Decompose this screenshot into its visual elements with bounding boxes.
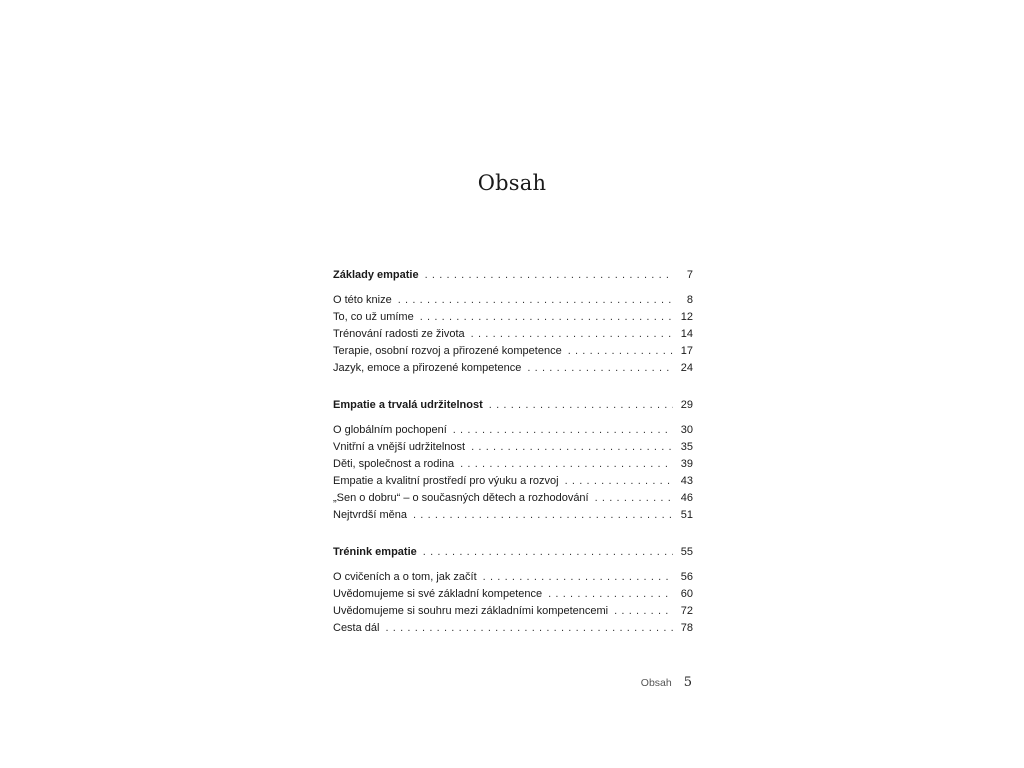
toc-entry-page: 72 — [680, 605, 693, 617]
dot-leader — [420, 309, 673, 326]
page-title: Obsah — [477, 171, 547, 195]
toc-entry-page: 46 — [680, 492, 693, 504]
toc-section-heading[interactable] — [333, 544, 693, 561]
toc-entry[interactable] — [333, 343, 693, 360]
toc-entry-page: 7 — [686, 269, 693, 281]
toc-entry-page: 14 — [680, 328, 693, 340]
toc-entry-title: O cvičeních a o tom, jak začít — [333, 571, 477, 583]
toc-entry-title: Děti, společnost a rodina — [333, 458, 455, 470]
footer-running-title: Obsah — [640, 677, 672, 689]
toc-entry[interactable] — [333, 620, 693, 637]
toc-entry-title: „Sen o dobru“ – o současných dětech a rozhodování — [333, 492, 589, 504]
dot-leader — [471, 439, 673, 456]
toc-entry-title: To, co už umíme — [333, 311, 414, 323]
toc-section — [333, 544, 693, 637]
toc-entry[interactable] — [333, 569, 693, 586]
dot-leader — [471, 326, 673, 343]
toc-entry[interactable] — [333, 309, 693, 326]
toc-entry-page: 24 — [680, 362, 693, 374]
dot-leader — [425, 267, 673, 284]
toc-entry-title: O globálním pochopení — [333, 424, 447, 436]
toc-entry-page: 30 — [680, 424, 693, 436]
toc-entry[interactable] — [333, 292, 693, 309]
dot-leader — [489, 397, 673, 414]
toc-entry-title: Uvědomujeme si souhru mezi základními kompetencemi — [333, 605, 609, 617]
toc-entry-title: Trénování radosti ze života — [333, 328, 465, 340]
page-footer — [641, 675, 692, 690]
toc-section — [333, 397, 693, 524]
dot-leader — [568, 343, 673, 360]
toc-entry-title: Nejtvrdší měna — [333, 509, 407, 521]
table-of-contents — [333, 267, 693, 637]
dot-leader — [483, 569, 673, 586]
toc-entry[interactable] — [333, 473, 693, 490]
toc-entry-page: 60 — [680, 588, 693, 600]
dot-leader — [614, 603, 673, 620]
toc-entry[interactable] — [333, 439, 693, 456]
toc-entry[interactable] — [333, 422, 693, 439]
toc-entry-title: O této knize — [333, 294, 392, 306]
toc-entry[interactable] — [333, 326, 693, 343]
dot-leader — [527, 360, 673, 377]
footer-page-number: 5 — [683, 675, 692, 690]
dot-leader — [385, 620, 673, 637]
dot-leader — [453, 422, 673, 439]
toc-entry-page: 12 — [680, 311, 693, 323]
toc-entry-title: Vnitřní a vnější udržitelnost — [333, 441, 466, 453]
toc-entry-page: 78 — [680, 622, 693, 634]
dot-leader — [460, 456, 673, 473]
toc-entry-title: Empatie a trvalá udržitelnost — [333, 399, 483, 411]
toc-entry[interactable] — [333, 603, 693, 620]
toc-entry-page: 29 — [680, 399, 693, 411]
dot-leader — [398, 292, 673, 309]
toc-entry-page: 43 — [680, 475, 693, 487]
toc-entry-page: 55 — [680, 546, 693, 558]
toc-section-heading[interactable] — [333, 267, 693, 284]
toc-section — [333, 267, 693, 377]
toc-entry-title: Trénink empatie — [333, 546, 417, 558]
toc-entry-title: Jazyk, emoce a přirozené kompetence — [333, 362, 522, 374]
dot-leader — [548, 586, 673, 603]
toc-entry-page: 8 — [686, 294, 693, 306]
toc-entry-title: Uvědomujeme si své základní kompetence — [333, 588, 543, 600]
toc-entry[interactable] — [333, 586, 693, 603]
toc-entry[interactable] — [333, 456, 693, 473]
toc-entry-title: Empatie a kvalitní prostředí pro výuku a rozvoj — [333, 475, 559, 487]
toc-section-heading[interactable] — [333, 397, 693, 414]
toc-entry-title: Cesta dál — [333, 622, 380, 634]
toc-entry-page: 35 — [680, 441, 693, 453]
toc-entry-title: Základy empatie — [333, 269, 419, 281]
toc-entry[interactable] — [333, 360, 693, 377]
toc-entry[interactable] — [333, 507, 693, 524]
dot-leader — [413, 507, 673, 524]
toc-entry-page: 39 — [680, 458, 693, 470]
toc-entry-page: 56 — [680, 571, 693, 583]
toc-entry-page: 51 — [680, 509, 693, 521]
toc-entry-page: 17 — [680, 345, 693, 357]
dot-leader — [595, 490, 673, 507]
dot-leader — [565, 473, 673, 490]
dot-leader — [423, 544, 673, 561]
toc-entry-title: Terapie, osobní rozvoj a přirozené kompetence — [333, 345, 562, 357]
toc-entry[interactable] — [333, 490, 693, 507]
